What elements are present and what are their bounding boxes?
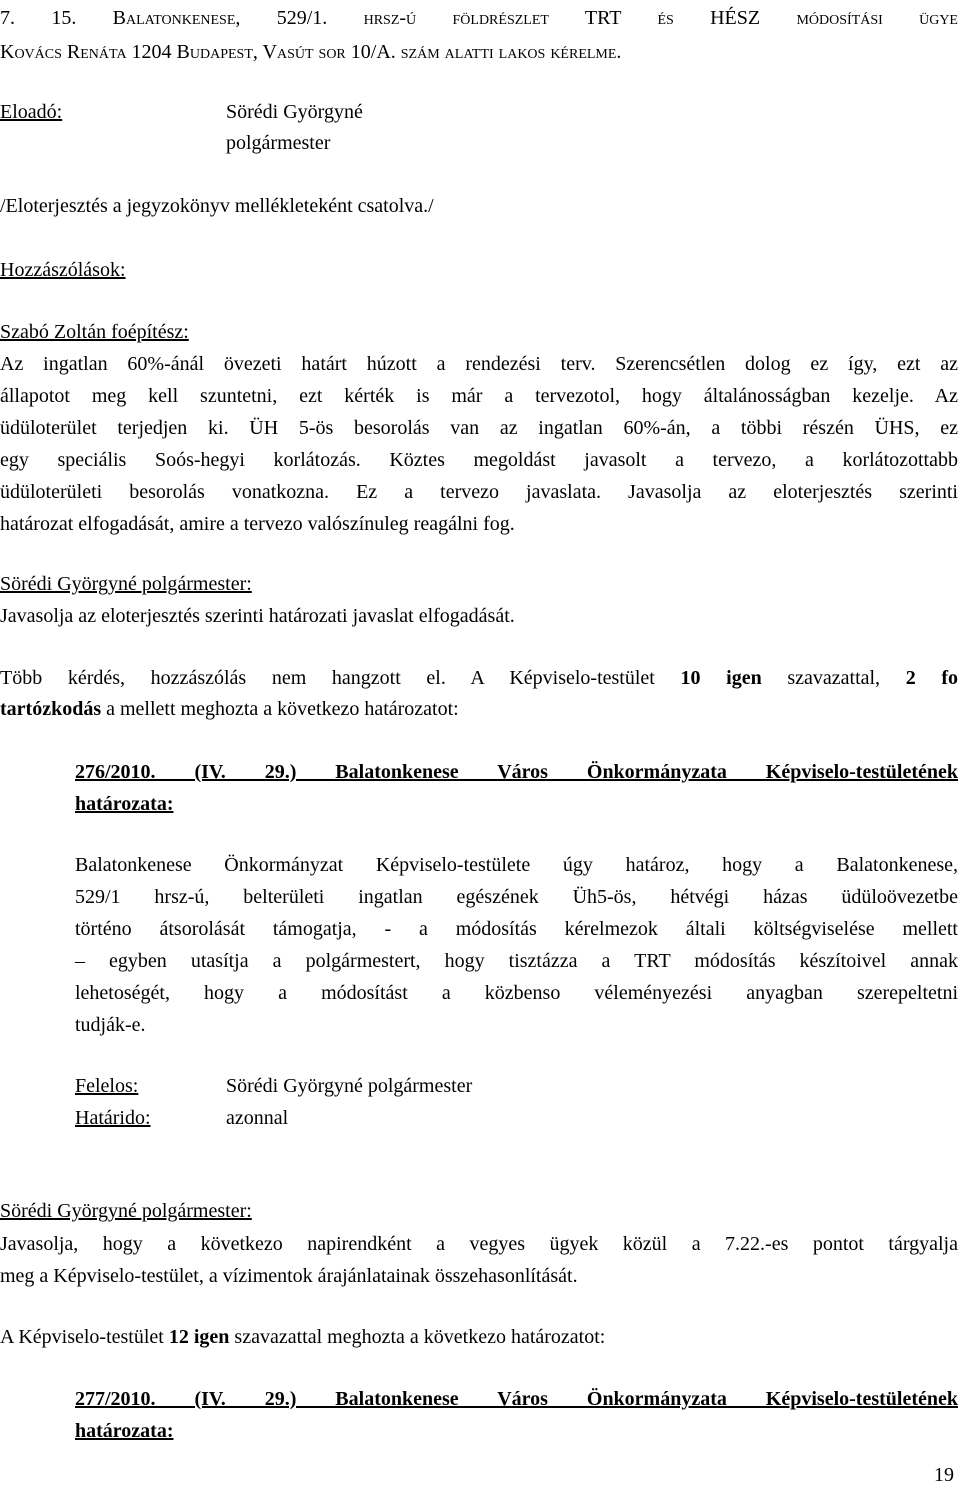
resolution1-body-line: tudják-e. xyxy=(75,1014,146,1036)
vote1-pre: Több kérdés, hozzászólás nem hangzott el. A Képviselo-testület xyxy=(0,667,655,689)
vote2-yes-count: 12 igen xyxy=(168,1326,230,1348)
vote1-abstain-word: tartózkodás xyxy=(0,698,102,720)
responsible-label: Felelos: xyxy=(75,1075,139,1097)
speaker1-line: állapotot meg kell szuntetni, ezt kérték is már a tervezotol, hogy általánosságban kezelje. Az xyxy=(0,385,958,407)
vote1-line2 xyxy=(0,697,958,721)
vote2-pre: A Képviselo-testület xyxy=(0,1326,164,1348)
speaker3-name: Sörédi Györgyné polgármester: xyxy=(0,1200,252,1222)
resolution1-number: 276/2010. (IV. 29.) Balatonkenese Város Önkormányzata Képviselo-testületének xyxy=(75,761,958,783)
vote1-yes-count: 10 igen xyxy=(680,667,762,689)
presenter-name: Sörédi Györgyné xyxy=(226,101,363,123)
agenda-heading-line2: Kovács Renáta 1204 Budapest, Vasút sor 10/A. szám alatti lakos kérelme. xyxy=(0,41,622,63)
speaker3-line: Javasolja, hogy a következo napirendként a vegyes ügyek közül a 7.22.-es pontot tárgyalja xyxy=(0,1233,958,1255)
agenda-heading-line1: 7. 15. Balatonkenese, 529/1. hrsz-ú földrészlet TRT és HÉSZ módosítási ügye xyxy=(0,7,958,29)
resolution1-body-line: történo átsorolását támogatja, - a módosítás kérelmezok általi költségviselése mellett xyxy=(75,918,958,940)
vote1-mid: szavazattal, xyxy=(787,667,881,689)
resolution1-heading: határozata: xyxy=(75,793,174,815)
vote1-post: a mellett meghozta a következo határozatot: xyxy=(106,698,459,720)
speaker2-text: Javasolja az eloterjesztés szerinti határozati javaslat elfogadását. xyxy=(0,605,515,627)
speaker2-name: Sörédi Györgyné polgármester: xyxy=(0,573,252,595)
speaker1-name: Szabó Zoltán foépítész: xyxy=(0,321,189,343)
speaker1-line: határozat elfogadását, amire a tervezo valószínuleg reagálni fog. xyxy=(0,513,515,535)
resolution1-body-line: lehetoségét, hogy a módosítást a közbenso véleményezési anyagban szerepeltetni xyxy=(75,982,958,1004)
resolution2-number: 277/2010. (IV. 29.) Balatonkenese Város Önkormányzata Képviselo-testületének xyxy=(75,1388,958,1410)
vote2-post: szavazattal meghozta a következo határozatot: xyxy=(234,1326,606,1348)
page-number: 19 xyxy=(934,1464,954,1486)
attachment-note: /Eloterjesztés a jegyzokönyv mellékleteként csatolva./ xyxy=(0,195,434,217)
speaker1-line: üdüloterület terjedjen ki. ÜH 5-ös besorolás van az ingatlan 60%-án, a többi részén ÜHS, ez xyxy=(0,417,958,439)
deadline-label: Határido: xyxy=(75,1107,151,1129)
vote1-line1 xyxy=(0,666,958,690)
resolution1-body-line: 529/1 hrsz-ú, belterületi ingatlan egészének Üh5-ös, hétvégi házas üdüloövezetbe xyxy=(75,886,958,908)
speaker1-line: egy speciális Soós-hegyi korlátozás. Köztes megoldást javasolt a tervezo, a korlátozottabb xyxy=(0,449,958,471)
presenter-label: Eloadó: xyxy=(0,101,63,123)
deadline-value: azonnal xyxy=(226,1107,289,1129)
resolution2-heading: határozata: xyxy=(75,1420,174,1442)
speaker1-line: üdüloterületi besorolás vonatkozna. Ez a tervezo javaslata. Javasolja az eloterjesztés szerinti xyxy=(0,481,958,503)
vote2-line xyxy=(0,1325,958,1349)
presenter-title: polgármester xyxy=(226,132,331,154)
speaker3-line: meg a Képviselo-testület, a vízimentok árajánlatainak összehasonlítását. xyxy=(0,1265,578,1287)
responsible-value: Sörédi Györgyné polgármester xyxy=(226,1075,473,1097)
vote1-abstain-count: 2 fo xyxy=(905,667,958,689)
comments-heading: Hozzászólások: xyxy=(0,259,126,281)
presenter-block xyxy=(0,100,958,124)
resolution1-body-line: – egyben utasítja a polgármestert, hogy tisztázza a TRT módosítás készítoivel annak xyxy=(75,950,958,972)
speaker1-line: Az ingatlan 60%-ánál övezeti határt húzott a rendezési terv. Szerencsétlen dolog ez így, ezt az xyxy=(0,353,958,375)
resolution1-body-line: Balatonkenese Önkormányzat Képviselo-testülete úgy határoz, hogy a Balatonkenese, xyxy=(75,854,958,876)
